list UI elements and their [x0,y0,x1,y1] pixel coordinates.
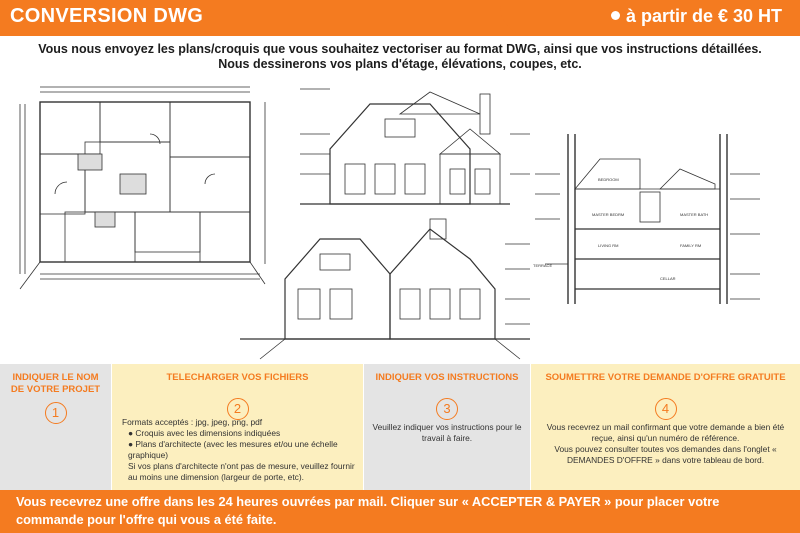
section-label: CELLAR [660,276,676,281]
step-upload-files [112,364,364,490]
floor-plan-drawing [20,87,265,289]
intro-line-2: Nous dessinerons vos plans d'étage, élévations, coupes, etc. [218,57,582,71]
section-label: MASTER BEDRM [592,212,625,217]
confirmation-text: Vous recevrez un mail confirmant que votre demande a bien été reçue, ainsi qu'un numéro de référence. [546,422,785,443]
section-label: MASTER BATH [680,212,709,217]
accepted-formats: Formats acceptés : jpg, jpeg, png, pdf [122,417,263,427]
step-title: INDIQUER VOS INSTRUCTIONS [375,372,519,383]
header-bar [0,0,800,36]
price-tab [500,0,800,36]
step-title: SOUMETTRE VOTRE DEMANDE D'OFFRE GRATUITE [545,372,786,383]
footer-bar [0,490,800,533]
steps-panel [0,364,800,490]
step-title: INDIQUER LE NOM DE VOTRE PROJET [10,372,101,395]
page-title: CONVERSION DWG [10,5,204,27]
step-number-badge: 2 [227,398,249,420]
step-number-badge: 4 [655,398,677,420]
step-number-badge: 3 [436,398,458,420]
bullet-sketches: ● Croquis avec les dimensions indiquées [128,428,281,438]
intro-line-1: Vous nous envoyez les plans/croquis que vous souhaitez vectoriser au format DWG, ainsi que vos instructions détaillées. [38,42,762,56]
step-submit-quote [531,364,800,490]
bullet-architect-plans: ● Plans d'architecte (avec les mesures et/ou une échelle graphique) [128,439,338,460]
elevation-drawing-bottom [240,219,530,359]
section-drawing [533,134,760,304]
step-number-badge: 1 [45,402,67,424]
step-title: TELECHARGER VOS FICHIERS [166,372,309,383]
intro-text [20,42,780,72]
step-body [539,422,792,466]
step-body [122,417,355,483]
step-project-name [0,364,112,490]
bullet-icon [611,11,620,20]
section-label: BEDROOM [598,177,619,182]
drawings-illustration [0,74,800,364]
section-label: FAMILY RM [680,243,702,248]
elevation-drawing-top [300,89,530,204]
section-label: TERRACE [533,263,553,268]
step-body: Veuillez indiquer vos instructions pour le travail à faire. [372,422,522,443]
footer-text: Vous recevrez une offre dans les 24 heures ouvrées par mail. Cliquer sur « ACCEPTER & PAYER » pour placer votre commande pour l'offre qui vous a été faite. [16,494,720,527]
price-text: à partir de € 30 HT [625,6,782,26]
dashboard-text: Vous pouvez consulter toutes vos demandes dans l'onglet « DEMANDES D'OFFRE » dans votre tableau de bord. [554,444,777,465]
step-instructions [364,364,531,490]
price-label [611,6,782,27]
measurement-note: Si vos plans d'architecte n'ont pas de mesure, veuillez fournir au moins une dimension (largeur de porte, etc). [128,461,355,482]
section-label: LIVING RM [598,243,619,248]
